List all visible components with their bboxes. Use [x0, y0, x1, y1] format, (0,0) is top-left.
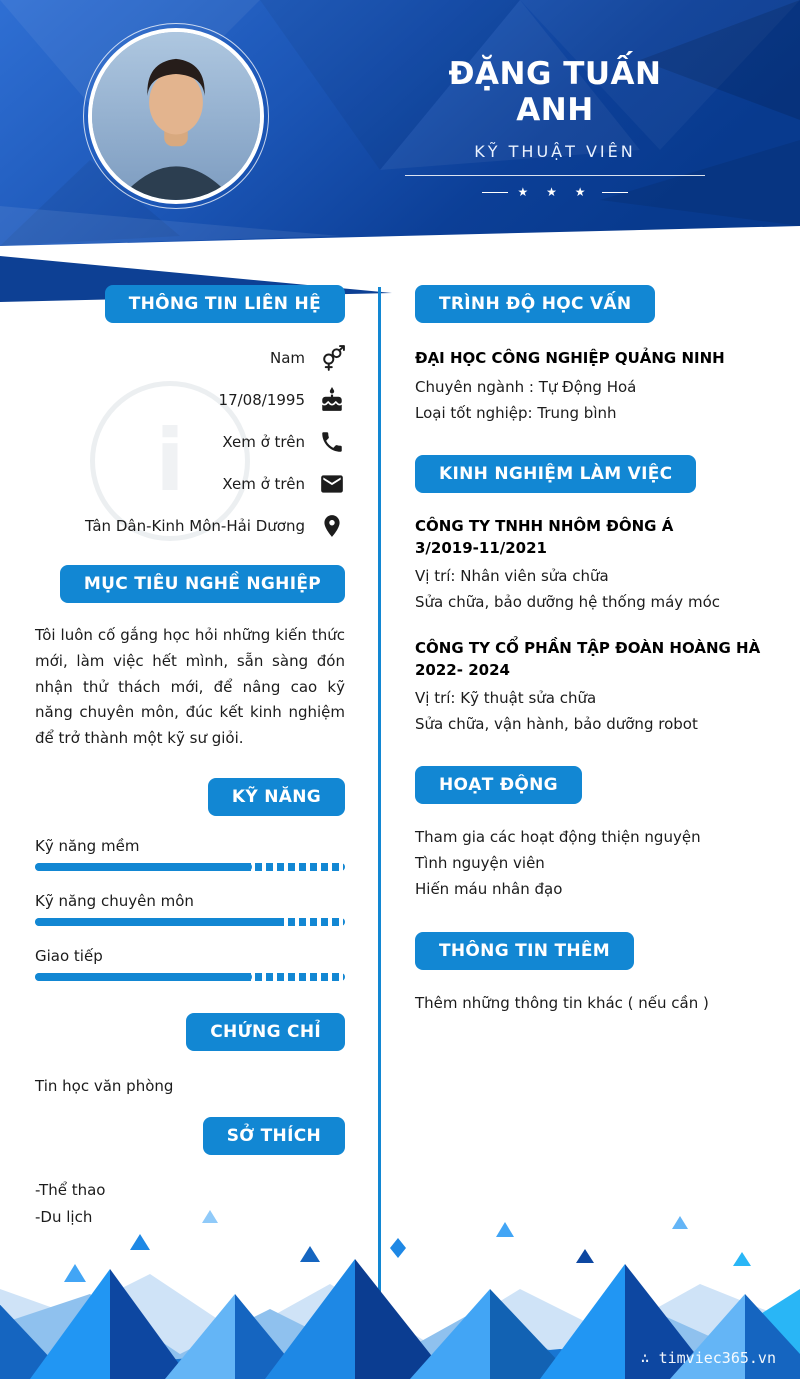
- activity-item: Tham gia các hoạt động thiện nguyện: [415, 827, 701, 846]
- left-column: [35, 285, 345, 1231]
- contact-row-birthday: [35, 387, 345, 413]
- job-company: CÔNG TY TNHH NHÔM ĐÔNG Á: [415, 516, 674, 535]
- activity-item: Hiến máu nhân đạo: [415, 880, 563, 898]
- header: [0, 0, 800, 305]
- contact-list: [35, 345, 345, 539]
- education-details: [415, 374, 773, 427]
- skill-bar: [35, 918, 345, 926]
- skill-label: Kỹ năng chuyên môn: [35, 891, 194, 910]
- skill-bar-fill: [35, 918, 283, 926]
- hobbies-section-heading: SỞ THÍCH: [203, 1117, 345, 1155]
- contact-row-email: [35, 471, 345, 497]
- education-section-heading: TRÌNH ĐỘ HỌC VẤN: [415, 285, 655, 323]
- contact-section-heading: THÔNG TIN LIÊN HỆ: [105, 285, 345, 323]
- additional-section-header-row: [415, 932, 773, 970]
- additional-section-heading: THÔNG TIN THÊM: [415, 932, 634, 970]
- certificates-section-header-row: [35, 1013, 345, 1051]
- skill-label: Giao tiếp: [35, 946, 103, 965]
- star-tick-right: [602, 192, 628, 193]
- objective-section-heading: MỤC TIÊU NGHỀ NGHIỆP: [60, 565, 345, 603]
- activities-section-heading: HOẠT ĐỘNG: [415, 766, 582, 804]
- job-description: Sửa chữa, vận hành, bảo dưỡng robot: [415, 715, 698, 734]
- education-major: Chuyên ngành : Tự Động Hoá: [415, 378, 637, 396]
- phone-value: Xem ở trên: [222, 433, 305, 451]
- gender-icon: [319, 345, 345, 371]
- name-block: [405, 56, 705, 199]
- objective-section-header-row: [35, 565, 345, 603]
- job-description: Sửa chữa, bảo dưỡng hệ thống máy móc: [415, 592, 720, 611]
- profile-photo: [88, 28, 264, 204]
- contact-row-phone: [35, 429, 345, 455]
- skill-bar: [35, 973, 345, 981]
- skills-section-heading: KỸ NĂNG: [208, 778, 345, 816]
- job-position: Vị trí: Kỹ thuật sửa chữa: [415, 689, 597, 707]
- job-details: [415, 685, 773, 738]
- job-position: Vị trí: Nhân viên sửa chữa: [415, 566, 609, 585]
- contact-row-address: [35, 513, 345, 539]
- activity-item: Tình nguyện viên: [415, 853, 545, 872]
- header-divider: [405, 175, 705, 176]
- contact-section-header-row: [35, 285, 345, 323]
- hobby-item: -Du lịch: [35, 1207, 93, 1226]
- activities-section-header-row: [415, 766, 773, 804]
- job-period: 2022- 2024: [415, 661, 510, 679]
- location-icon: [319, 513, 345, 539]
- job-details: [415, 563, 773, 616]
- job-period: 3/2019-11/2021: [415, 538, 547, 557]
- birthday-icon: [319, 387, 345, 413]
- education-school: ĐẠI HỌC CÔNG NGHIỆP QUẢNG NINH: [415, 349, 725, 367]
- column-divider: [378, 287, 381, 1309]
- stars-icon: ★ ★ ★: [517, 185, 593, 199]
- skill-bar-fill: [35, 863, 252, 871]
- hobby-item: -Thể thao: [35, 1180, 106, 1199]
- experience-section-header-row: [415, 455, 773, 493]
- candidate-name: ĐẶNG TUẤN ANH: [448, 56, 662, 128]
- birthday-value: 17/08/1995: [218, 391, 305, 409]
- skill-item: [35, 837, 345, 871]
- skill-bar-fill: [35, 973, 252, 981]
- phone-icon: [319, 429, 345, 455]
- certificate-item: Tin học văn phòng: [35, 1076, 174, 1095]
- skill-label: Kỹ năng mềm: [35, 836, 140, 855]
- email-value: Xem ở trên: [222, 475, 305, 493]
- skill-bar: [35, 863, 345, 871]
- hobbies-section-header-row: [35, 1117, 345, 1155]
- skill-item: [35, 892, 345, 926]
- job-company: CÔNG TY CỔ PHẦN TẬP ĐOÀN HOÀNG HÀ: [415, 639, 761, 657]
- address-value: Tân Dân-Kinh Môn-Hải Dương: [84, 517, 305, 535]
- job-entry: [415, 639, 773, 738]
- additional-info: Thêm những thông tin khác ( nếu cần ): [415, 994, 709, 1013]
- site-watermark: ∴ timviec365.vn: [640, 1349, 776, 1367]
- watermark-circle: i: [90, 381, 250, 541]
- contact-row-gender: [35, 345, 345, 371]
- avatar-illustration: [92, 32, 260, 200]
- candidate-title: KỸ THUẬT VIÊN: [474, 142, 636, 161]
- gender-value: Nam: [269, 349, 305, 367]
- certificates-section-heading: CHỨNG CHỈ: [186, 1013, 345, 1051]
- education-section-header-row: [415, 285, 773, 323]
- experience-section-heading: KINH NGHIỆM LÀM VIỆC: [415, 455, 696, 493]
- skill-item: [35, 947, 345, 981]
- objective-text: Tôi luôn cố gắng học hỏi những kiến thức mới, làm việc hết mình, sẵn sàng đón nhận thử thách mới, để nâng cao kỹ năng chuyên môn, đúc kết kinh nghiệm để trở thành một kỹ sư giỏi.: [35, 626, 345, 748]
- right-column: [415, 285, 773, 1012]
- skills-section-header-row: [35, 778, 345, 816]
- job-entry: [415, 517, 773, 616]
- star-tick-left: [482, 192, 508, 193]
- activities-list: [415, 824, 773, 903]
- stars-decoration: [405, 185, 705, 199]
- mail-icon: [319, 471, 345, 497]
- education-grade: Loại tốt nghiệp: Trung bình: [415, 404, 617, 423]
